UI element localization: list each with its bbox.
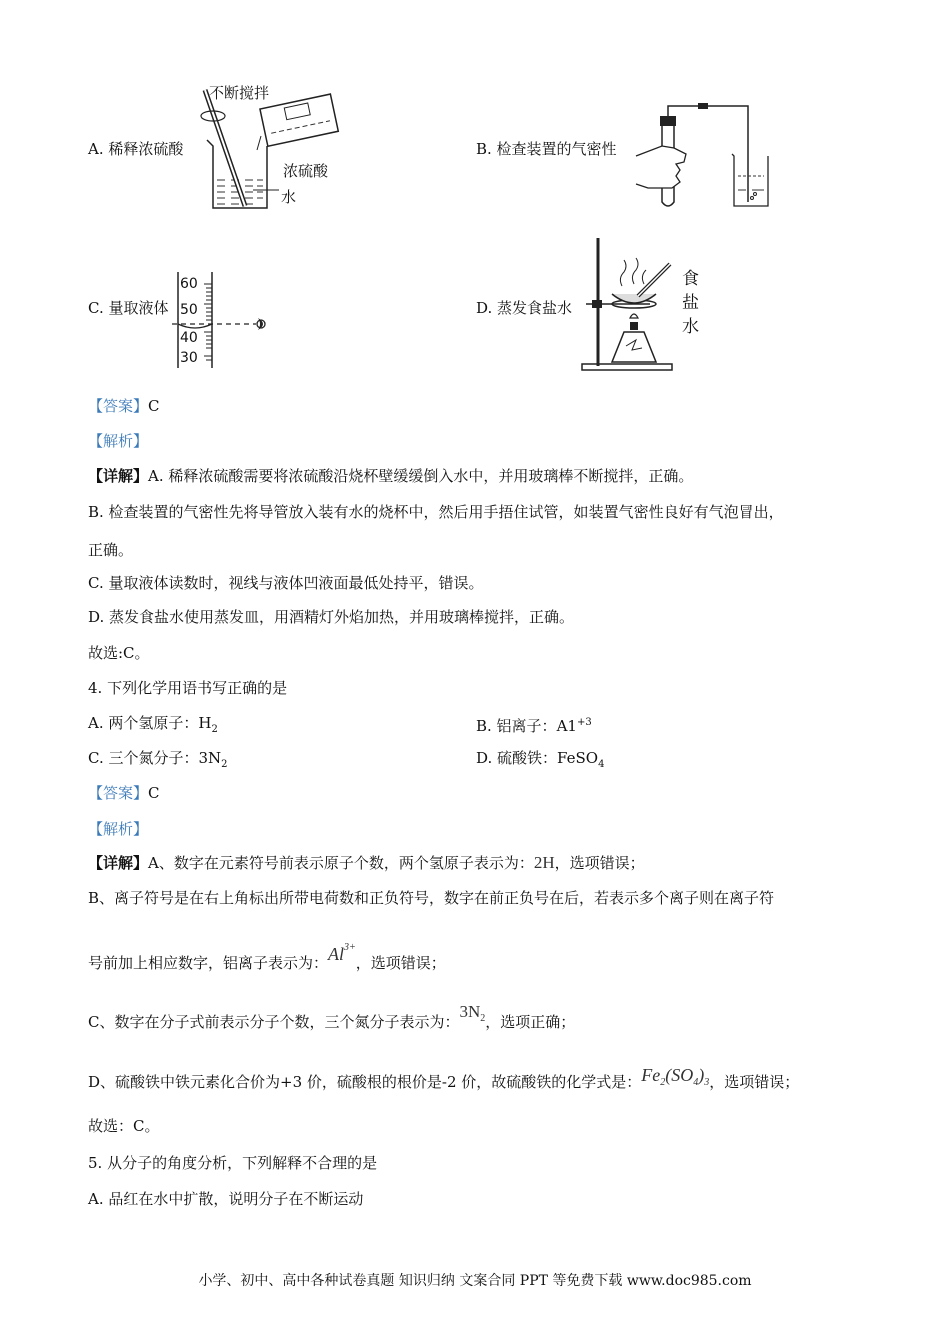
q3-detail-a: 【详解】A. 稀释浓硫酸需要将浓硫酸沿烧杯壁缓缓倒入水中，并用玻璃棒不断搅拌，正确。 [88, 467, 694, 485]
tick-40: 40 [180, 330, 198, 346]
q4-option-b: B. 铝离子：$A1^{+3}$ [476, 717, 592, 735]
q4-detail-b1: B、离子符号是在右上角标出所带电荷数和正负符号，数字在前正负号在后，若表示多个离子则在离子符 [88, 889, 775, 907]
q3-option-d: D. 蒸发食盐水 [476, 299, 573, 317]
acid-label: 浓硫酸 [283, 162, 329, 180]
q4-detail-c: C、数字在分子式前表示分子个数，三个氮分子表示为：$3N_2$，选项正确； [88, 1002, 576, 1031]
salt-water-label-1: 食 [682, 269, 699, 289]
tick-30: 30 [180, 350, 198, 366]
measuring-cylinder-figure [168, 270, 278, 370]
q3-detail-d: D. 蒸发食盐水使用蒸发皿，用酒精灯外焰加热，并用玻璃棒搅拌，正确。 [88, 608, 575, 626]
q4-answer: 【答案】C [88, 784, 160, 802]
q4-detail-a: 【详解】A、数字在元素符号前表示原子个数，两个氢原子表示为：2H，选项错误； [88, 853, 645, 872]
tick-60: 60 [180, 276, 198, 292]
q4-conclusion: 故选：C。 [88, 1117, 160, 1135]
tick-50: 50 [180, 302, 198, 318]
q4-option-d: D. 硫酸铁：FeSO$_4$ [476, 749, 605, 770]
salt-water-label-3: 水 [682, 317, 699, 337]
q3-answer: 【答案】C [88, 397, 160, 415]
q3-option-c: C. 量取液体 [88, 299, 169, 317]
stir-label: 不断搅拌 [209, 84, 270, 102]
q3-option-a: A. 稀释浓硫酸 [88, 140, 184, 158]
airtightness-figure [628, 98, 778, 213]
evaporation-figure [578, 234, 708, 374]
q4-option-a: A. 两个氢原子：$H_2$ [88, 714, 218, 735]
q4-analysis-tag: 【解析】 [88, 820, 149, 838]
water-label: 水 [281, 188, 297, 206]
q3-detail-b2: 正确。 [88, 541, 134, 559]
q5-option-a: A. 品红在水中扩散，说明分子在不断运动 [88, 1190, 364, 1208]
q3-detail-b1: B. 检查装置的气密性先将导管放入装有水的烧杯中，然后用手捂住试管，如装置气密性良好有气泡冒出， [88, 503, 784, 521]
q4-detail-b2: 号前加上相应数字，铝离子表示为：$Al^{3+}$，选项错误； [88, 942, 446, 972]
salt-water-label-2: 盐 [682, 293, 699, 313]
q4-detail-d: D、硫酸铁中铁元素化合价为+3 价，硫酸根的根价是-2 价，故硫酸铁的化学式是：$Fe_2(SO_4)_3$，选项错误； [88, 1065, 800, 1091]
q3-analysis-tag: 【解析】 [88, 432, 149, 450]
q4-option-c: C. 三个氮分子：$3N_2$ [88, 749, 228, 770]
q3-conclusion: 故选:C。 [88, 644, 150, 662]
q5-stem: 5. 从分子的角度分析，下列解释不合理的是 [88, 1154, 378, 1172]
q3-detail-c: C. 量取液体读数时，视线与液体凹液面最低处持平，错误。 [88, 574, 484, 592]
q4-stem: 4. 下列化学用语书写正确的是 [88, 679, 288, 697]
page-footer: 小学、初中、高中各种试卷真题 知识归纳 文案合同 PPT 等免费下载 www.doc985.com [198, 1273, 752, 1289]
dilute-acid-figure [195, 80, 345, 215]
q3-option-b: B. 检查装置的气密性 [476, 140, 617, 158]
